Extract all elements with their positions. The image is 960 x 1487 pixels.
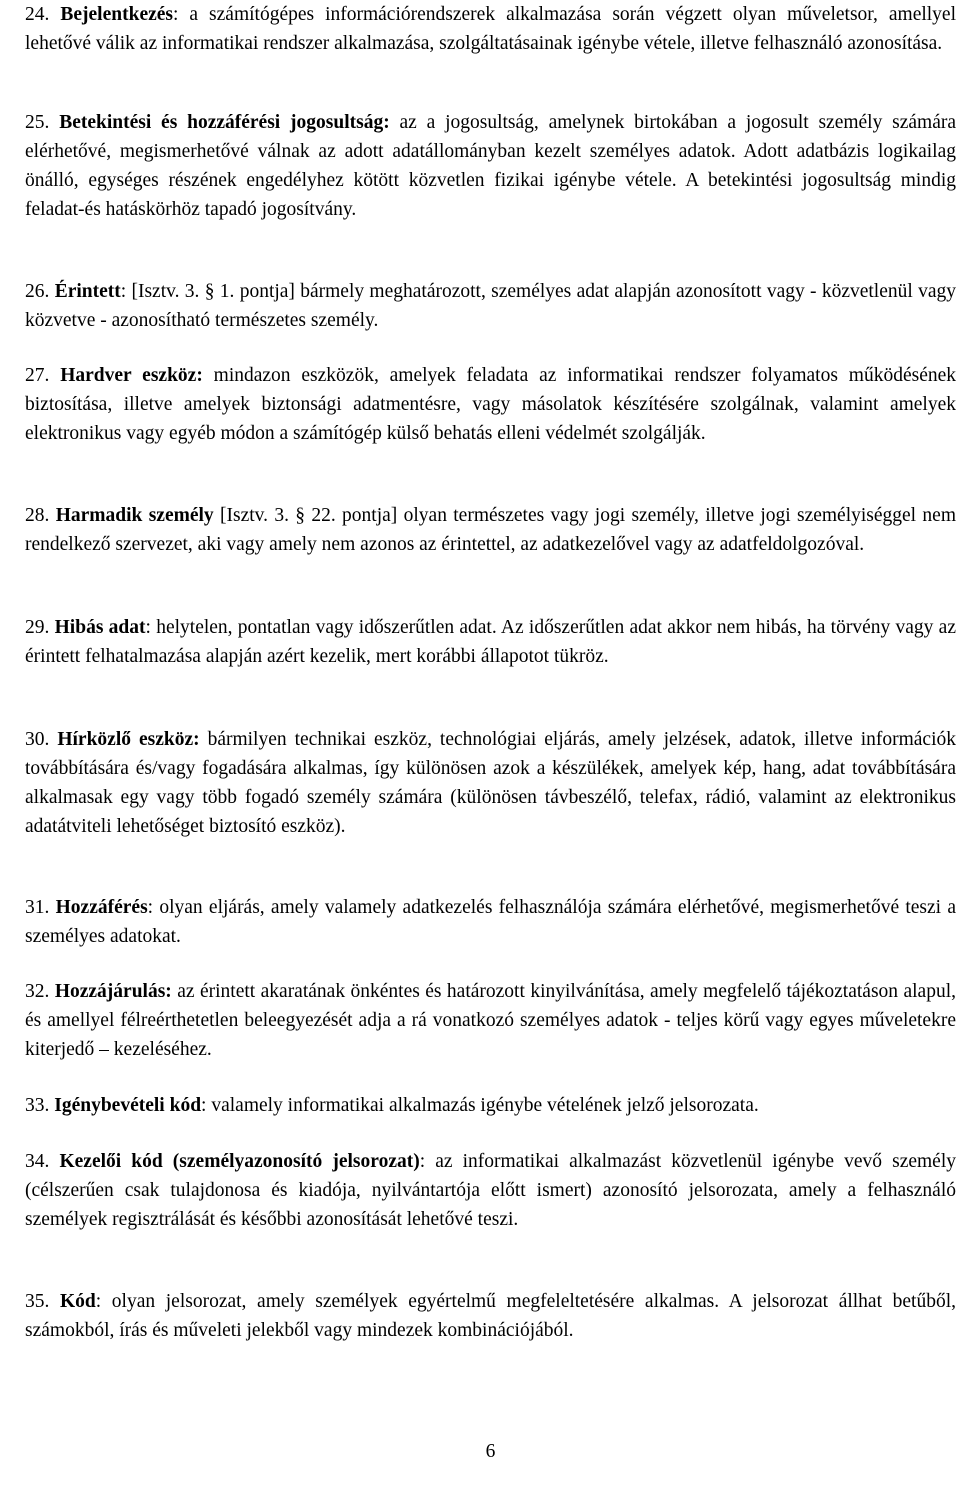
definition-27 [25, 361, 956, 448]
entry-number: 30. [25, 729, 50, 750]
entry-term: Hozzájárulás: [54, 981, 172, 1002]
entry-term: Igénybevételi kód [54, 1095, 202, 1116]
entry-number: 34. [25, 1151, 50, 1172]
entry-text: : [Isztv. 3. § 1. pontja] bármely meghatározott, személyes adat alapján azonosított vagy - közvetlenül vagy közvetve - azonosítható természetes személy. [25, 281, 957, 331]
entry-text: mindazon eszközök, amelyek feladata az informatikai rendszer folyamatos működésének biztosítása, illetve amelyek biztonsági adatmentésre, vagy másolatok készítésére szolgálnak, valamint amelyek elektronikus vagy egyéb módon a számítógép külső behatás elleni védelmét szolgálják. [25, 365, 956, 444]
entry-text: [Isztv. 3. § 22. pontja] olyan természetes vagy jogi személy, illetve jogi személyiséggel nem rendelkező szervezet, aki vagy amely nem azonos az érintettel, az adatkezelővel vagy az adatfeldolgozóval. [25, 505, 957, 555]
entry-term: Betekintési és hozzáférési jogosultság: [59, 112, 390, 133]
entry-number: 33. [25, 1095, 50, 1116]
definition-30 [25, 725, 956, 841]
entry-number: 32. [25, 981, 50, 1002]
page-number: 6 [485, 1441, 496, 1462]
entry-text: : olyan jelsorozat, amely személyek egyértelmű megfeleltetésére alkalmas. A jelsorozat állhat betűből, számokból, írás és műveleti jelekből vagy mindezek kombinációjából. [25, 1291, 956, 1341]
definition-32 [25, 977, 956, 1064]
definition-31 [25, 893, 956, 951]
entry-text: : az informatikai alkalmazást közvetlenül igénybe vevő személy (célszerűen csak tulajdonosa és kiadója, nyilvántartója előtt ismert) azonosító jelsorozata, amely a felhasználó személyek regisztrálását és későbbi azonosítását lehetővé teszi. [25, 1151, 957, 1230]
entry-number: 29. [25, 617, 50, 638]
entry-text: : valamely informatikai alkalmazás igénybe vételének jelző jelsorozata. [201, 1095, 759, 1116]
entry-term: Hibás adat [54, 617, 146, 638]
entry-text: : helytelen, pontatlan vagy időszerűtlen adat. Az időszerűtlen adat akkor nem hibás, ha törvény vagy az érintett felhatalmazása alapján azért kezelik, mert korábbi állapotot tükröz. [25, 617, 956, 667]
entry-number: 26. [25, 281, 50, 302]
entry-term: Hírközlő eszköz: [57, 729, 200, 750]
entry-number: 35. [25, 1291, 50, 1312]
definition-28 [25, 501, 956, 559]
entry-term: Kód [60, 1291, 96, 1312]
definition-26 [25, 277, 956, 335]
entry-term: Harmadik személy [55, 505, 214, 526]
entry-text: az érintett akaratának önkéntes és határozott kinyilvánítása, amely megfelelő tájékoztatáson alapul, és amellyel félreérthetetlen beleegyezését adja a rá vonatkozó személyes adatok - teljes körű vagy egyes műveletekre kiterjedő – kezeléséhez. [25, 981, 956, 1060]
definition-25 [25, 108, 956, 224]
entry-number: 31. [25, 897, 50, 918]
entry-term: Bejelentkezés [60, 4, 173, 25]
definition-33 [25, 1091, 956, 1120]
definition-35 [25, 1287, 956, 1345]
entry-term: Hozzáférés [55, 897, 148, 918]
definition-24 [25, 0, 956, 58]
entry-number: 28. [25, 505, 50, 526]
entry-number: 25. [25, 112, 50, 133]
definition-34 [25, 1147, 956, 1234]
entry-number: 24. [25, 4, 50, 25]
definition-29 [25, 613, 956, 671]
entry-term: Hardver eszköz: [60, 365, 203, 386]
entry-text: az a jogosultság, amelynek birtokában a jogosult személy számára elérhetővé, megismerhetővé válnak az adott adatállományban kezelt személyes adatok. Adott adatbázis logikailag önálló, egységes részének engedélyhez kötött közvetlen fizikai igénybe vétele. A betekintési jogosultság mindig feladat-és hatáskörhöz tapadó jogosítvány. [25, 112, 957, 220]
entry-term: Kezelői kód (személyazonosító jelsorozat) [59, 1151, 420, 1172]
entry-text: : a számítógépes információrendszerek alkalmazása során végzett olyan műveletsor, amellyel lehetővé válik az informatikai rendszer alkalmazása, szolgáltatásainak igénybe vétele, illetve felhasználó azonosítása. [25, 4, 957, 54]
entry-term: Érintett [54, 281, 121, 302]
entry-number: 27. [25, 365, 50, 386]
document-page [25, 0, 956, 1487]
entry-text: bármilyen technikai eszköz, technológiai eljárás, amely jelzések, adatok, illetve információk továbbítására és/vagy fogadására alkalmas, így különösen azok a készülékek, amelyek kép, hang, adat továbbítására alkalmasak egy vagy több fogadó személy számára (különösen távbeszélő, telefax, rádió, valamint az elektronikus adatátviteli lehetőséget biztosító eszköz). [25, 729, 957, 837]
entry-text: : olyan eljárás, amely valamely adatkezelés felhasználója számára elérhetővé, megismerhetővé teszi a személyes adatokat. [25, 897, 956, 947]
